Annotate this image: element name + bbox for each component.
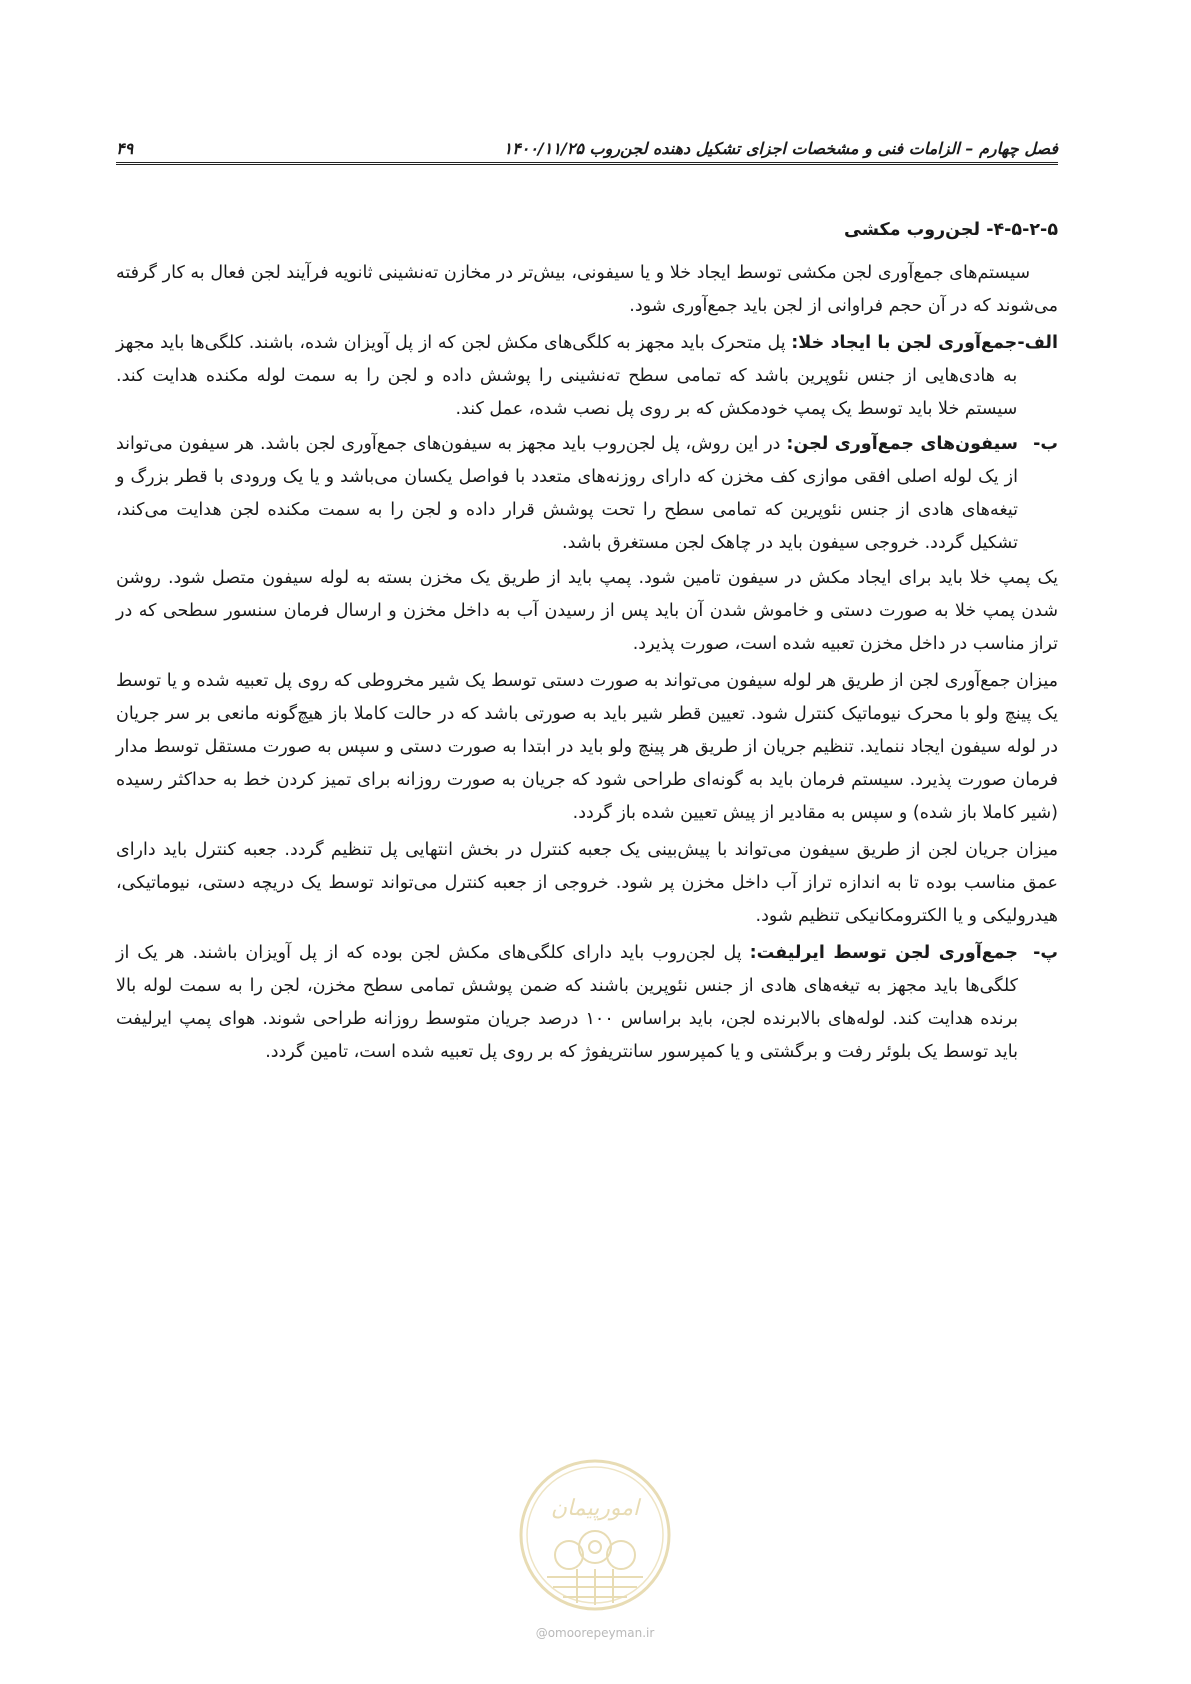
list-item-title: جمع‌آوری لجن توسط ایرلیفت:	[749, 943, 1018, 963]
body-paragraph: میزان جریان لجن از طریق سیفون می‌تواند با پیش‌بینی یک جعبه کنترل در بخش انتهایی پل تنظیم گردد. جعبه کنترل باید دارای عمق مناسب بوده تا به اندازه تراز آب داخل مخزن پر شود. خروجی از جعبه کنترل می‌تواند توسط یک دریچه دستی، نیوماتیکی، هیدرولیکی و یا الکترومکانیکی تنظیم شود.	[116, 840, 1058, 926]
list-item-content: پل لجن‌روب باید دارای کلگی‌های مکش لجن بوده که از پل آویزان باشند. هر یک از کلگی‌ها باید مجهز به تیغه‌های هادی از جنس نئوپرین باشند که ضمن پوشش تمامی سطح مخزن، لجن را به سمت لوله بالا برنده هدایت کند. لوله‌های بالابرنده لجن، باید براساس ۱۰۰ درصد جریان متوسط روزانه طراحی شوند. هوای پمپ ایرلیفت باید توسط یک بلوئر رفت و برگشتی و یا کمپرسور سانتریفوژ که بر روی پل تعبیه شده است، تامین گردد.	[116, 943, 1019, 1062]
list-item-text	[116, 937, 1018, 1069]
list-item-text	[116, 327, 1017, 426]
section-heading: ۴-۵-۲-۵- لجن‌روب مکشی	[844, 220, 1058, 240]
page-number: ۴۹	[116, 139, 134, 158]
watermark-site: @omoorepeyman.ir	[535, 1626, 655, 1640]
list-marker: پ-	[1033, 943, 1058, 963]
body-paragraph: یک پمپ خلا باید برای ایجاد مکش در سیفون تامین شود. پمپ باید از طریق یک مخزن بسته به لوله سیفون متصل شود. روشن شدن پمپ خلا به صورت دستی و خاموش شدن آن باید پس از رسیدن آب به داخل مخزن و ارسال فرمان سنسور سطحی که در تراز مناسب در داخل مخزن تعبیه شده است، صورت پذیرد.	[116, 568, 1058, 654]
list-item-content: در این روش، پل لجن‌روب باید مجهز به سیفون‌های جمع‌آوری لجن باشد. هر سیفون می‌تواند از یک لوله اصلی افقی موازی کف مخزن که دارای روزنه‌های متعدد با فواصل یکسان می‌باشد و یا یک ورودی با قطر بزرگ و تیغه‌های هادی از جنس نئوپرین که تمامی سطح را تحت پوشش قرار داده و لجن را به سمت مکنده لجن هدایت می‌کند، تشکیل گردد. خروجی سیفون باید در چاهک لجن مستغرق باشد.	[116, 434, 1018, 553]
list-item-title: جمع‌آوری لجن با ایجاد خلا:	[791, 333, 1018, 353]
list-item-be	[116, 428, 1058, 560]
list-item-title: سیفون‌های جمع‌آوری لجن:	[786, 434, 1018, 454]
list-item-alef	[116, 327, 1058, 426]
list-item-pe	[116, 937, 1058, 1069]
list-marker: ب-	[1033, 434, 1058, 454]
body-paragraph: میزان جمع‌آوری لجن از طریق هر لوله سیفون می‌تواند به صورت دستی توسط یک شیر مخروطی که روی پل تعبیه شده و یا توسط یک پینچ ولو با محرک نیوماتیک کنترل شود. تعیین قطر شیر باید به صورتی باشد که در حالت کاملا باز هیچ‌گونه مانعی بر سر جریان در لوله سیفون ایجاد ننماید. تنظیم جریان از طریق هر پینچ ولو باید در ابتدا به صورت دستی و سپس به صورت مستقل توسط مدار فرمان صورت پذیرد. سیستم فرمان باید به گونه‌ای طراحی شود که جریان به صورت روزانه برای تمیز کردن خط به حداکثر رسیده (شیر کاملا باز شده) و سپس به مقادیر از پیش تعیین شده باز گردد.	[115, 671, 1058, 823]
list-marker: الف-	[1017, 333, 1058, 353]
intro-paragraph: سیستم‌های جمع‌آوری لجن مکشی توسط ایجاد خلا و یا سیفونی، بیش‌تر در مخازن ته‌نشینی ثانویه فرآیند لجن فعال به کار گرفته می‌شوند که در آن حجم فراوانی از لجن باید جمع‌آوری شود.	[116, 263, 1058, 316]
header-title: فصل چهارم – الزامات فنی و مشخصات اجزای تشکیل دهنده لجن‌روب ۱۴۰۰/۱۱/۲۵	[503, 139, 1058, 158]
watermark-logo-icon	[517, 1457, 673, 1613]
list-item-content: پل متحرک باید مجهز به کلگی‌های مکش لجن که از پل آویزان شده، باشند. کلگی‌ها باید مجهز به هادی‌هایی از جنس نئوپرین باشد که تمامی سطح ته‌نشینی را پوشش داده و لجن را به سمت لوله مکنده هدایت کند. سیستم خلا باید توسط یک پمپ خودمکش که بر روی پل نصب شده، عمل کند.	[116, 333, 1018, 419]
document-body	[116, 214, 1058, 1071]
list-item-text	[116, 428, 1018, 560]
page-header	[116, 128, 1058, 165]
watermark-logo-text: امورپیمان	[550, 1496, 640, 1521]
